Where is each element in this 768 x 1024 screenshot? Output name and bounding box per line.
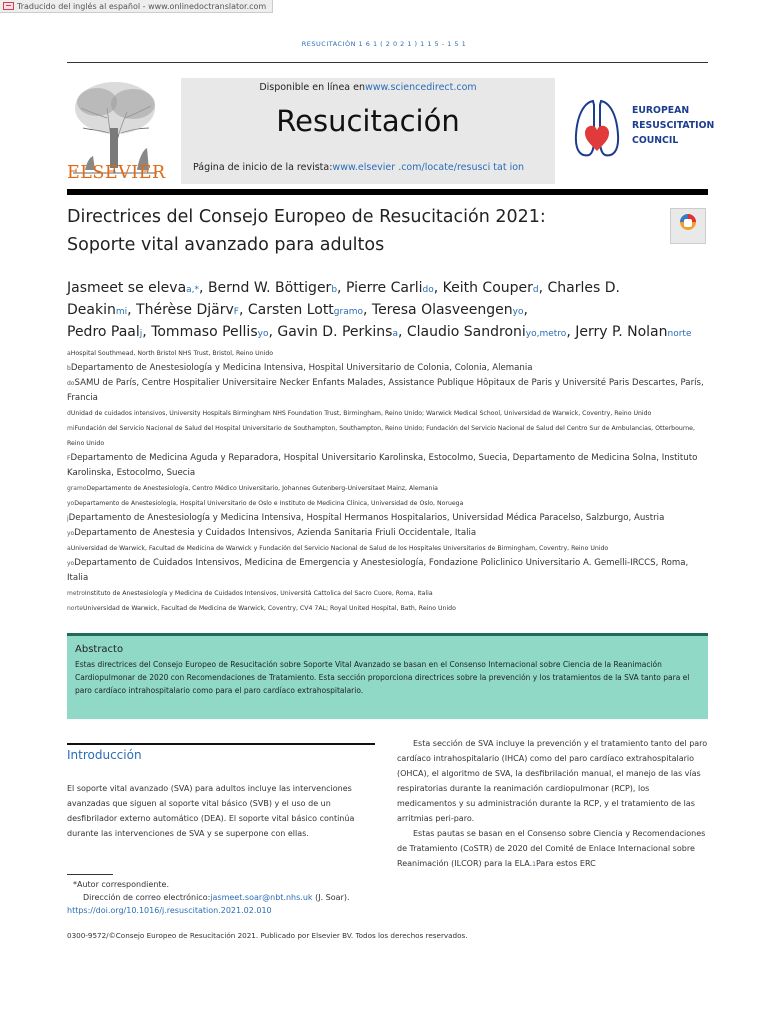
author-list: [67, 278, 727, 344]
erc-line-3: COUNCIL: [632, 135, 679, 146]
affiliation-marker: b: [67, 365, 71, 372]
translator-bar[interactable]: [0, 0, 273, 13]
affiliation-item: [67, 541, 712, 556]
section-rule: [67, 743, 375, 745]
top-divider: [67, 62, 708, 63]
journal-title: Resucitación: [276, 104, 460, 138]
author-name: , Tommaso Pellis: [142, 324, 258, 340]
affiliation-marker: metro: [67, 590, 85, 597]
check-updates-icon: [671, 209, 705, 243]
author-affiliation-marker[interactable]: yo: [257, 329, 269, 339]
intro-left-paragraph: El soporte vital avanzado (SVA) para adultos incluye las intervenciones avanzadas que siguen al soporte vital básico (SVB) y el uso de un desfibrilador externo automático (DEA). El soporte vital básico continúa durante las intervenciones de SVA y se superpone con ellas.: [67, 784, 355, 838]
affiliation-marker: do: [67, 380, 75, 387]
affiliation-marker: a: [67, 350, 71, 357]
affiliation-text: Hospital Southmead, North Bristol NHS Trust, Bristol, Reino Unido: [70, 350, 274, 357]
affiliation-text: Universidad de Warwick, Facultad de Medicina de Warwick y Fundación del Servicio Nacional de Salud de los Hospitales Universitarios de Birmingham, Coventry, Reino Unido: [70, 545, 609, 552]
affiliation-marker: yo: [67, 500, 75, 507]
affiliation-item: [67, 421, 712, 451]
intro-right-paragraph-2: [397, 826, 708, 872]
affiliation-item: [67, 376, 712, 406]
email-link[interactable]: jasmeet.soar@nbt.nhs.uk: [210, 893, 313, 902]
author-line-1: [67, 278, 727, 300]
abstract-text: Estas directrices del Consejo Europeo de Resucitación sobre Soporte Vital Avanzado se basan en el Consenso Internacional sobre Ciencia de la Reanimación Cardiopulmonar de 2020 con Recomendaciones de Tratamiento. Esta sección proporciona directrices sobre la prevención y los tratamientos de la SVA tanto para el paro cardíaco intrahospitalario como para el paro cardíaco extrahospitalario.: [75, 660, 690, 695]
affiliation-item: [67, 511, 712, 526]
affiliation-item: [67, 526, 712, 541]
email-line: [67, 891, 367, 917]
erc-wordmark: [632, 103, 714, 148]
affiliation-marker: a: [67, 545, 71, 552]
affiliation-marker: d: [67, 410, 71, 417]
affiliation-text: Departamento de Anestesiología y Medicina Intensiva, Hospital Hermanos Hospitalarios, Universidad Médica Paracelso, Salzburgo, Austria: [68, 513, 665, 523]
author-name: , Carsten Lott: [238, 302, 334, 318]
author-affiliation-marker[interactable]: gramo: [333, 307, 363, 317]
author-affiliation-marker[interactable]: b: [331, 285, 338, 295]
author-name: , Keith Couper: [433, 280, 533, 296]
affiliation-item: [67, 496, 712, 511]
email-prefix: Dirección de correo electrónico:: [83, 893, 211, 902]
affiliation-marker: yo: [67, 530, 75, 537]
author-name: , Charles D.: [538, 280, 620, 296]
intro-right-paragraph-1: Esta sección de SVA incluye la prevención y el tratamiento tanto del paro cardíaco intrahospitalario (IHCA) como del paro cardíaco extrahospitalario (OHCA), el algoritmo de SVA, la desfibrilación manual, el manejo de las vías respiratorias durante la reanimación cardiopulmonar (RCP), los medicamentos y su administración durante la RCP, y el tratamiento de las arritmias peri-paro.: [397, 739, 708, 823]
author-name: Pedro Paal: [67, 324, 140, 340]
intro-p2-text: Estas pautas se basan en el Consenso sobre Ciencia y Recomendaciones de Tratamiento (CoSTR) de 2020 del Comité de Enlace Internacional sobre Reanimación (ILCOR) para la ELA.: [397, 829, 706, 868]
affiliation-text: Instituto de Anestesiología y Medicina de Cuidados Intensivos, Università Cattolica del Sacro Cuore, Roma, Italia: [84, 590, 433, 597]
erc-line-1: EUROPEAN: [632, 105, 690, 116]
author-name: ,: [523, 302, 528, 318]
copyright-line: 0300-9572/©Consejo Europeo de Resucitación 2021. Publicado por Elsevier BV. Todos los derechos reservados.: [67, 931, 468, 940]
check-for-updates-badge[interactable]: [670, 208, 706, 244]
affiliation-marker: j: [67, 515, 69, 522]
translator-bar-text: Traducido del inglés al español - www.onlinedoctranslator.com: [17, 1, 267, 11]
author-affiliation-marker[interactable]: d: [532, 285, 539, 295]
author-name: , Teresa Olasveengen: [363, 302, 513, 318]
running-head: RESUCITACIÓN 1 6 1 ( 2 0 2 1 ) 1 1 5 - 1 5 1: [301, 40, 467, 48]
reference-1-link[interactable]: 1: [532, 861, 536, 868]
affiliation-item: [67, 481, 712, 496]
author-name: Deakin: [67, 302, 116, 318]
availability-line: [181, 82, 555, 93]
affiliation-text: Departamento de Medicina Aguda y Reparadora, Hospital Universitario Karolinska, Estocolmo, Suecia, Departamento de Medicina Solna, Instituto Karolinska, Estocolmo, Suecia: [67, 453, 698, 478]
author-affiliation-marker[interactable]: mi: [115, 307, 128, 317]
author-name: , Jerry P. Nolan: [566, 324, 668, 340]
article-title: [67, 203, 647, 259]
footnote-rule: [67, 874, 113, 875]
footnote: [67, 878, 367, 917]
abstract-box: [67, 633, 708, 719]
doi-link[interactable]: https://doi.org/10.1016/j.resuscitation.2021.02.010: [67, 906, 272, 915]
intro-p2-tail: Para estos ERC: [535, 859, 596, 868]
affiliation-item: [67, 601, 712, 616]
affiliation-text: Universidad de Warwick, Facultad de Medicina de Warwick, Coventry, CV4 7AL; Royal United Hospital, Bath, Reino Unido: [82, 605, 456, 612]
author-affiliation-marker[interactable]: yo: [512, 307, 524, 317]
intro-right-column: [397, 736, 708, 872]
abstract-heading: Abstracto: [75, 644, 124, 655]
affiliation-item: [67, 451, 712, 481]
affiliation-text: Departamento de Anestesiología, Hospital Universitario de Oslo e Instituto de Medicina Clínica, Universidad de Oslo, Noruega: [74, 500, 464, 507]
affiliation-item: [67, 361, 712, 376]
author-name: , Bernd W. Böttiger: [199, 280, 332, 296]
affiliation-item: [67, 346, 712, 361]
author-name: , Claudio Sandroni: [397, 324, 526, 340]
affiliation-marker: norte: [67, 605, 83, 612]
affiliation-item: [67, 586, 712, 601]
author-name: Jasmeet se eleva: [67, 280, 187, 296]
corresponding-author-note: *Autor correspondiente.: [73, 880, 169, 889]
erc-line-2: RESUSCITATION: [632, 120, 715, 131]
author-name: , Pierre Carli: [337, 280, 423, 296]
article-title-line-2: Soporte vital avanzado para adultos: [67, 235, 385, 255]
affiliation-text: Departamento de Anestesiología, Centro Médico Universitario, Johannes Gutenberg-Universitaet Mainz, Alemania: [86, 485, 438, 492]
affiliation-text: SAMU de París, Centre Hospitalier Universitaire Necker Enfants Malades, Assistance Publique Hôpitaux de Paris y Université Paris Descartes, París, Francia: [67, 378, 704, 403]
affiliation-text: Departamento de Anestesia y Cuidados Intensivos, Azienda Sanitaria Friuli Occidentale, Italia: [74, 528, 477, 538]
author-name: , Thérèse Djärv: [127, 302, 234, 318]
author-affiliation-marker[interactable]: norte: [667, 329, 692, 339]
email-suffix: (J. Soar).: [312, 893, 350, 902]
homepage-prefix: Página de inicio de la revista:: [193, 162, 333, 173]
author-line-2: [67, 300, 727, 322]
sciencedirect-link[interactable]: www.sciencedirect.com: [365, 82, 477, 93]
author-affiliation-marker[interactable]: do: [422, 285, 434, 295]
author-affiliation-marker[interactable]: a: [392, 329, 398, 339]
journal-homepage-link[interactable]: www.elsevier .com/locate/resusci tat ion: [332, 162, 525, 173]
author-affiliation-marker[interactable]: F: [233, 307, 239, 317]
affiliation-text: Departamento de Cuidados Intensivos, Medicina de Emergencia y Anestesiología, Fondazione Policlinico Universitario A. Gemelli-IRCCS, Roma, Italia: [67, 558, 689, 583]
affiliation-list: [67, 346, 712, 616]
journal-homepage-line: [193, 162, 524, 173]
affiliation-marker: mi: [67, 425, 75, 432]
affiliation-text: Fundación del Servicio Nacional de Salud del Hospital Universitario de Southampton, Southampton, Reino Unido; Fundación del Servicio Nacional de Salud del Centro Sur de Ambulancias, Otterbourne, Reino Unido: [67, 425, 695, 447]
affiliation-marker: yo: [67, 560, 75, 567]
author-affiliation-marker[interactable]: a,*: [186, 285, 200, 295]
elsevier-wordmark: ELSEVIER: [67, 163, 166, 183]
erc-lungs-heart-logo: [573, 95, 621, 163]
author-line-3: [67, 322, 727, 344]
header-thick-rule: [67, 189, 708, 195]
affiliation-text: Departamento de Anestesiología y Medicina Intensiva, Hospital Universitario de Colonia, Colonia, Alemania: [70, 363, 533, 373]
affiliation-item: [67, 556, 712, 586]
author-affiliation-marker[interactable]: j: [139, 329, 143, 339]
author-name: , Gavin D. Perkins: [268, 324, 393, 340]
affiliation-marker: F: [67, 455, 71, 462]
author-affiliation-marker[interactable]: yo,metro: [525, 329, 567, 339]
affiliation-text: Unidad de cuidados intensivos, University Hospitals Birmingham NHS Foundation Trust, Birmingham, Reino Unido; Warwick Medical School, Universidad de Warwick, Coventry, Reino Unido: [70, 410, 652, 417]
article-title-line-1: Directrices del Consejo Europeo de Resucitación 2021:: [67, 207, 546, 227]
introduction-heading: Introducción: [67, 748, 142, 762]
affiliation-item: [67, 406, 712, 421]
translate-icon: [3, 2, 14, 10]
affiliation-marker: gramo: [67, 485, 87, 492]
availability-prefix: Disponible en línea en: [259, 82, 365, 93]
